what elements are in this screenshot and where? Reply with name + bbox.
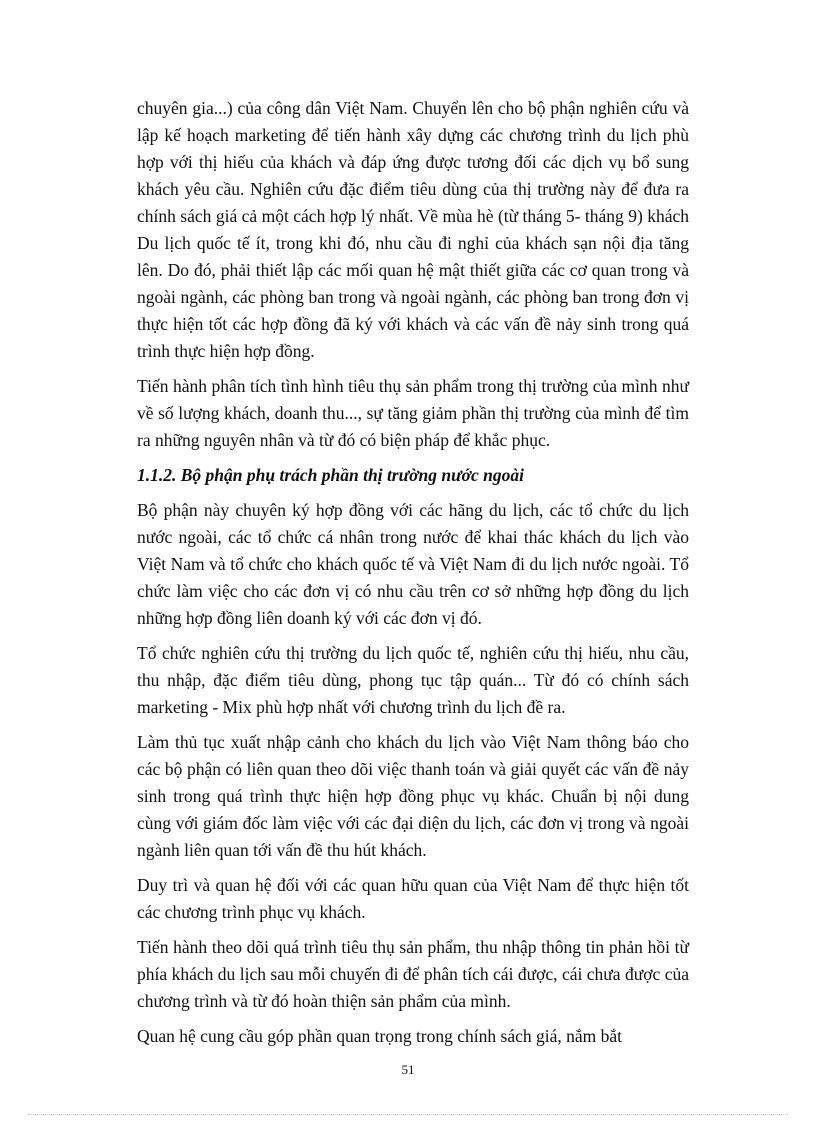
body-paragraph: Bộ phận này chuyên ký hợp đồng với các hãng du lịch, các tổ chức du lịch nước ngoài, các tổ chức cá nhân trong nước để khai thác khách du lịch vào Việt Nam và tổ chức cho khách quốc tế và Việt Nam đi du lịch nước ngoài. Tổ chức làm việc cho các đơn vị có nhu cầu trên cơ sở những hợp đồng du lịch những hợp đồng liên doanh ký với các đơn vị đó. <box>137 500 689 628</box>
body-paragraph: Tiến hành phân tích tình hình tiêu thụ sản phẩm trong thị trường của mình như về số lượng khách, doanh thu..., sự tăng giảm phần thị trường của mình để tìm ra những nguyên nhân và từ đó có biện pháp để khắc phục. <box>137 376 689 450</box>
section-heading: 1.1.2. Bộ phận phụ trách phần thị trường nước ngoài <box>137 465 524 485</box>
page-body <box>137 95 689 1058</box>
page-bottom-divider <box>28 1114 788 1115</box>
body-paragraph: Làm thủ tục xuất nhập cảnh cho khách du lịch vào Việt Nam thông báo cho các bộ phận có liên quan theo dõi việc thanh toán và giải quyết các vấn đề nảy sinh trong quá trình thực hiện hợp đồng phục vụ khác. Chuẩn bị nội dung cùng với giám đốc làm việc với các đại diện du lịch, các đơn vị trong và ngoài ngành liên quan tới vấn đề thu hút khách. <box>137 732 689 860</box>
body-paragraph: Tiến hành theo dõi quá trình tiêu thụ sản phẩm, thu nhập thông tin phản hồi từ phía khách du lịch sau mỗi chuyến đi để phân tích cái được, cái chưa được của chương trình và từ đó hoàn thiện sản phẩm của mình. <box>137 937 689 1011</box>
page-number: 51 <box>401 1062 415 1077</box>
body-paragraph: Tổ chức nghiên cứu thị trường du lịch quốc tế, nghiên cứu thị hiếu, nhu cầu, thu nhập, đặc điểm tiêu dùng, phong tục tập quán... Từ đó có chính sách marketing - Mix phù hợp nhất với chương trình du lịch đề ra. <box>137 643 689 717</box>
body-paragraph: chuyên gia...) của công dân Việt Nam. Chuyển lên cho bộ phận nghiên cứu và lập kế hoạch marketing để tiến hành xây dựng các chương trình du lịch phù hợp với thị hiếu của khách và đáp ứng được tương đối các dịch vụ bổ sung khách yêu cầu. Nghiên cứu đặc điểm tiêu dùng của thị trường này để đưa ra chính sách giá cả một cách hợp lý nhất. Về mùa hè (từ tháng 5- tháng 9) khách Du lịch quốc tế ít, trong khi đó, nhu cầu đi nghỉ của khách sạn nội địa tăng lên. Do đó, phải thiết lập các mối quan hệ mật thiết giữa các cơ quan trong và ngoài ngành, các phòng ban trong và ngoài ngành, các phòng ban trong đơn vị thực hiện tốt các hợp đồng đã ký với khách và các vấn đề nảy sinh trong quá trình thực hiện hợp đồng. <box>137 98 689 361</box>
body-paragraph: Duy trì và quan hệ đối với các quan hữu quan của Việt Nam để thực hiện tốt các chương trình phục vụ khách. <box>137 875 689 922</box>
body-paragraph: Quan hệ cung cầu góp phần quan trọng trong chính sách giá, nắm bắt <box>137 1026 623 1046</box>
